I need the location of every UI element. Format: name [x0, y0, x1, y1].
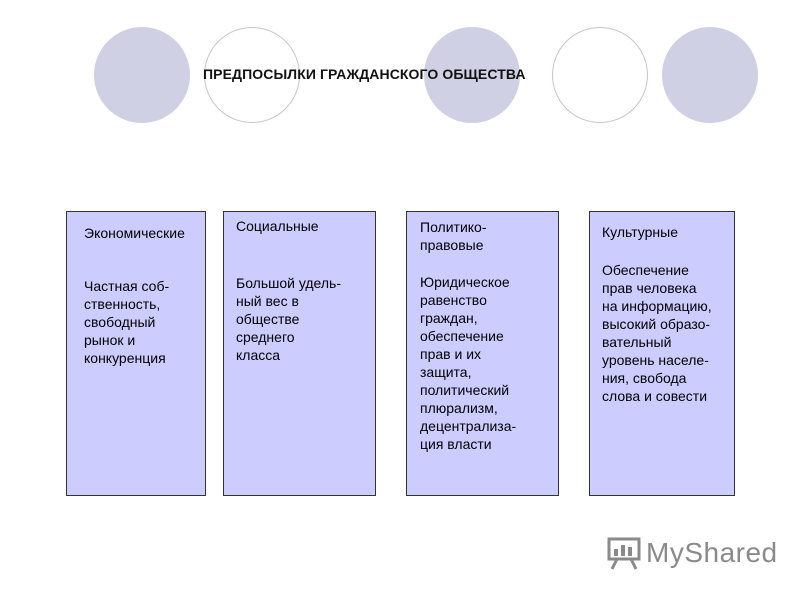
category-heading-cultural: Культурные [602, 224, 678, 240]
decor-ring-4 [552, 27, 648, 123]
slide-title: ПРЕДПОСЫЛКИ ГРАЖДАНСКОГО ОБЩЕСТВА [203, 66, 526, 82]
category-box-cultural [589, 211, 735, 496]
decor-circle-5 [662, 27, 758, 123]
category-heading-political: Политико- правовые [420, 219, 487, 253]
presentation-board-icon [606, 535, 642, 571]
decor-circle-1 [94, 27, 190, 123]
category-heading-economic: Экономические [84, 225, 185, 241]
watermark-logo [606, 535, 776, 571]
category-box-economic [66, 211, 206, 496]
category-text-political: Юридическое равенство граждан, обеспечение прав и их защита, политический плюрализм, децентрализа- ция власти [420, 274, 517, 452]
category-text-cultural: Обеспечение прав человека на информацию, высокий образо- вательный уровень населе- ния, свобода слова и совести [602, 262, 712, 404]
category-text-social: Большой удель- ный вес в обществе среднего класса [236, 275, 342, 363]
category-box-political [406, 211, 559, 496]
category-text-economic: Частная соб- ственность, свободный рынок и конкуренция [84, 278, 170, 366]
category-heading-social: Социальные [236, 218, 319, 234]
category-box-social [223, 211, 376, 496]
watermark-text: MyShared [646, 537, 778, 568]
